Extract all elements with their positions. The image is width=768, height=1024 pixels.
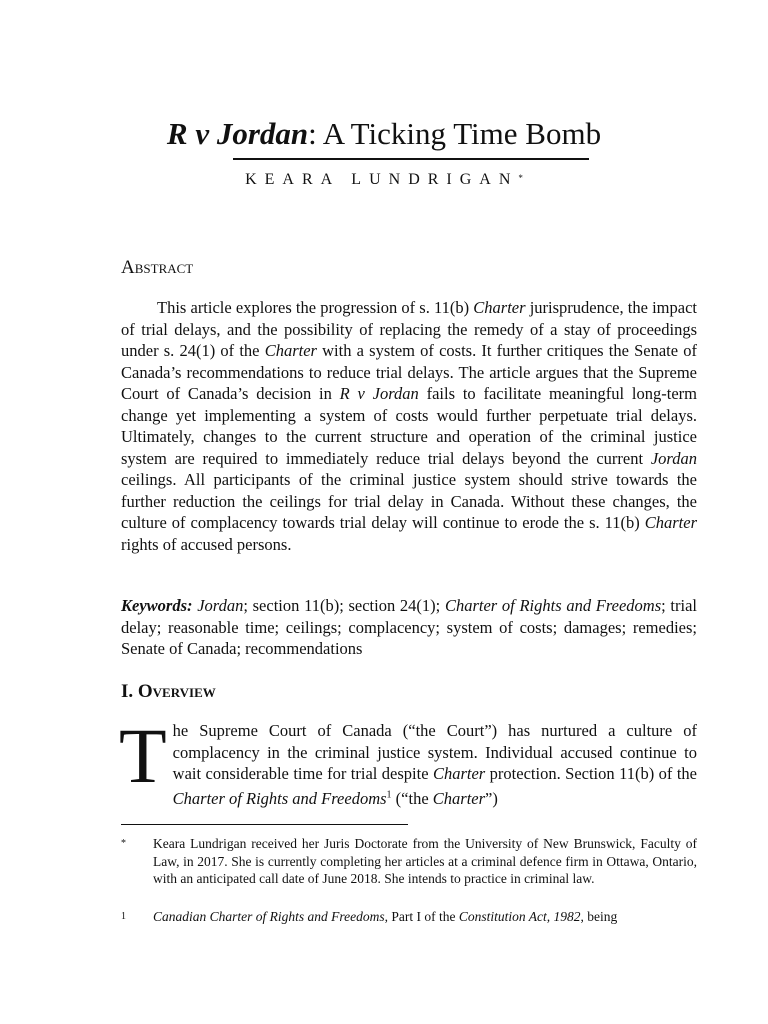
italic-text: Jordan <box>197 596 244 615</box>
text-run: rights of accused persons. <box>121 534 292 554</box>
text-run: ceilings. All participants of the criminal justice system should strive towards the further reduction the ceilings for trial delay in Canada. Without these changes, the culture of complacency towards trial delay will continue to erode the s. 11(b) <box>121 470 697 532</box>
text-run: jurisprudence, the impact of trial delays, and the possibility of replacing the remedy of a stay of proceedings under s. 24(1) of the <box>121 298 698 360</box>
italic-text: Charter <box>473 298 526 317</box>
keywords-label: Keywords: <box>121 596 193 615</box>
keywords-paragraph <box>121 595 697 660</box>
article-title <box>0 114 768 154</box>
italic-text: Charter of Rights and Freedoms <box>444 596 662 615</box>
text-run: , being <box>580 909 618 924</box>
author-line <box>0 169 768 191</box>
author-footnote-mark: * <box>518 173 523 183</box>
overview-paragraph <box>119 712 697 810</box>
overview-heading: I. Overview <box>121 681 216 702</box>
text-run: This article explores the progression of s. 11(b) <box>157 298 474 317</box>
text-run: ; trial delay; reasonable time; ceilings; complacency; system of costs; damages; remedies; Senate of Canada; recommendations <box>121 596 697 658</box>
text-run: he Supreme Court of Canada (“the Court”) has nurtured a culture of complacency in the criminal justice system. Individual accused continue to wait considerable time for trial despite <box>172 721 697 783</box>
text-run: (“the <box>391 789 433 808</box>
footnote-mark: 1 <box>121 911 126 922</box>
keywords-block <box>121 595 697 660</box>
title-underline <box>233 158 589 160</box>
text-run: fails to facilitate meaningful long-term change yet implementing a system of costs would further perpetuate trial delays. Ultimately, changes to the current structure and operation of the criminal justice system are required to immediately reduce trial delays beyond the current <box>121 384 697 468</box>
italic-text: Canadian Charter of Rights and Freedoms <box>153 909 385 924</box>
italic-text: R v Jordan <box>339 384 419 403</box>
text-run: ; section 11(b); section 24(1); <box>243 596 445 615</box>
title-rest: : A Ticking Time Bomb <box>308 116 602 151</box>
author-name: KEARA LUNDRIGAN <box>245 171 519 188</box>
abstract-heading: Abstract <box>121 257 194 278</box>
italic-text: Charter <box>432 789 486 808</box>
footnote-author <box>121 835 697 888</box>
italic-text: Charter <box>644 513 697 532</box>
footnote-1 <box>121 908 697 926</box>
italic-text: Jordan <box>650 448 697 468</box>
text-run: Keara Lundrigan received her Juris Doctorate from the University of New Brunswick, Faculty of Law, in 2017. She is currently completing her articles at a criminal defence firm in Ottawa, Ontario, with an anticipated call date of June 2018. She intends to practice in criminal law. <box>153 836 697 886</box>
italic-text: Charter <box>432 764 486 783</box>
footnote-mark: * <box>121 838 126 849</box>
italic-text: Charter of Rights and Freedoms <box>172 789 387 808</box>
keywords-list <box>121 596 697 658</box>
text-run: ”) <box>485 789 498 808</box>
abstract-body <box>121 297 697 555</box>
footnote-text <box>153 908 697 926</box>
overview-body <box>119 712 697 810</box>
title-case-name: R v Jordan <box>166 116 309 151</box>
italic-text: Constitution Act, 1982 <box>458 909 581 924</box>
text-run: , Part I of the <box>384 909 459 924</box>
text-run: with a system of costs. It further critiques the Senate of Canada’s recommendations to reduce trial delays. The article argues that the Supreme Court of Canada’s decision in <box>121 341 698 403</box>
overview-text <box>173 721 697 808</box>
footnote-separator <box>121 824 408 825</box>
italic-text: Charter <box>264 341 317 360</box>
drop-cap: T <box>119 712 167 799</box>
footnote-ref: 1 <box>386 789 392 801</box>
footnote-text <box>153 835 697 888</box>
text-run: protection. Section 11(b) of the <box>485 764 697 783</box>
abstract-paragraph <box>121 297 697 555</box>
